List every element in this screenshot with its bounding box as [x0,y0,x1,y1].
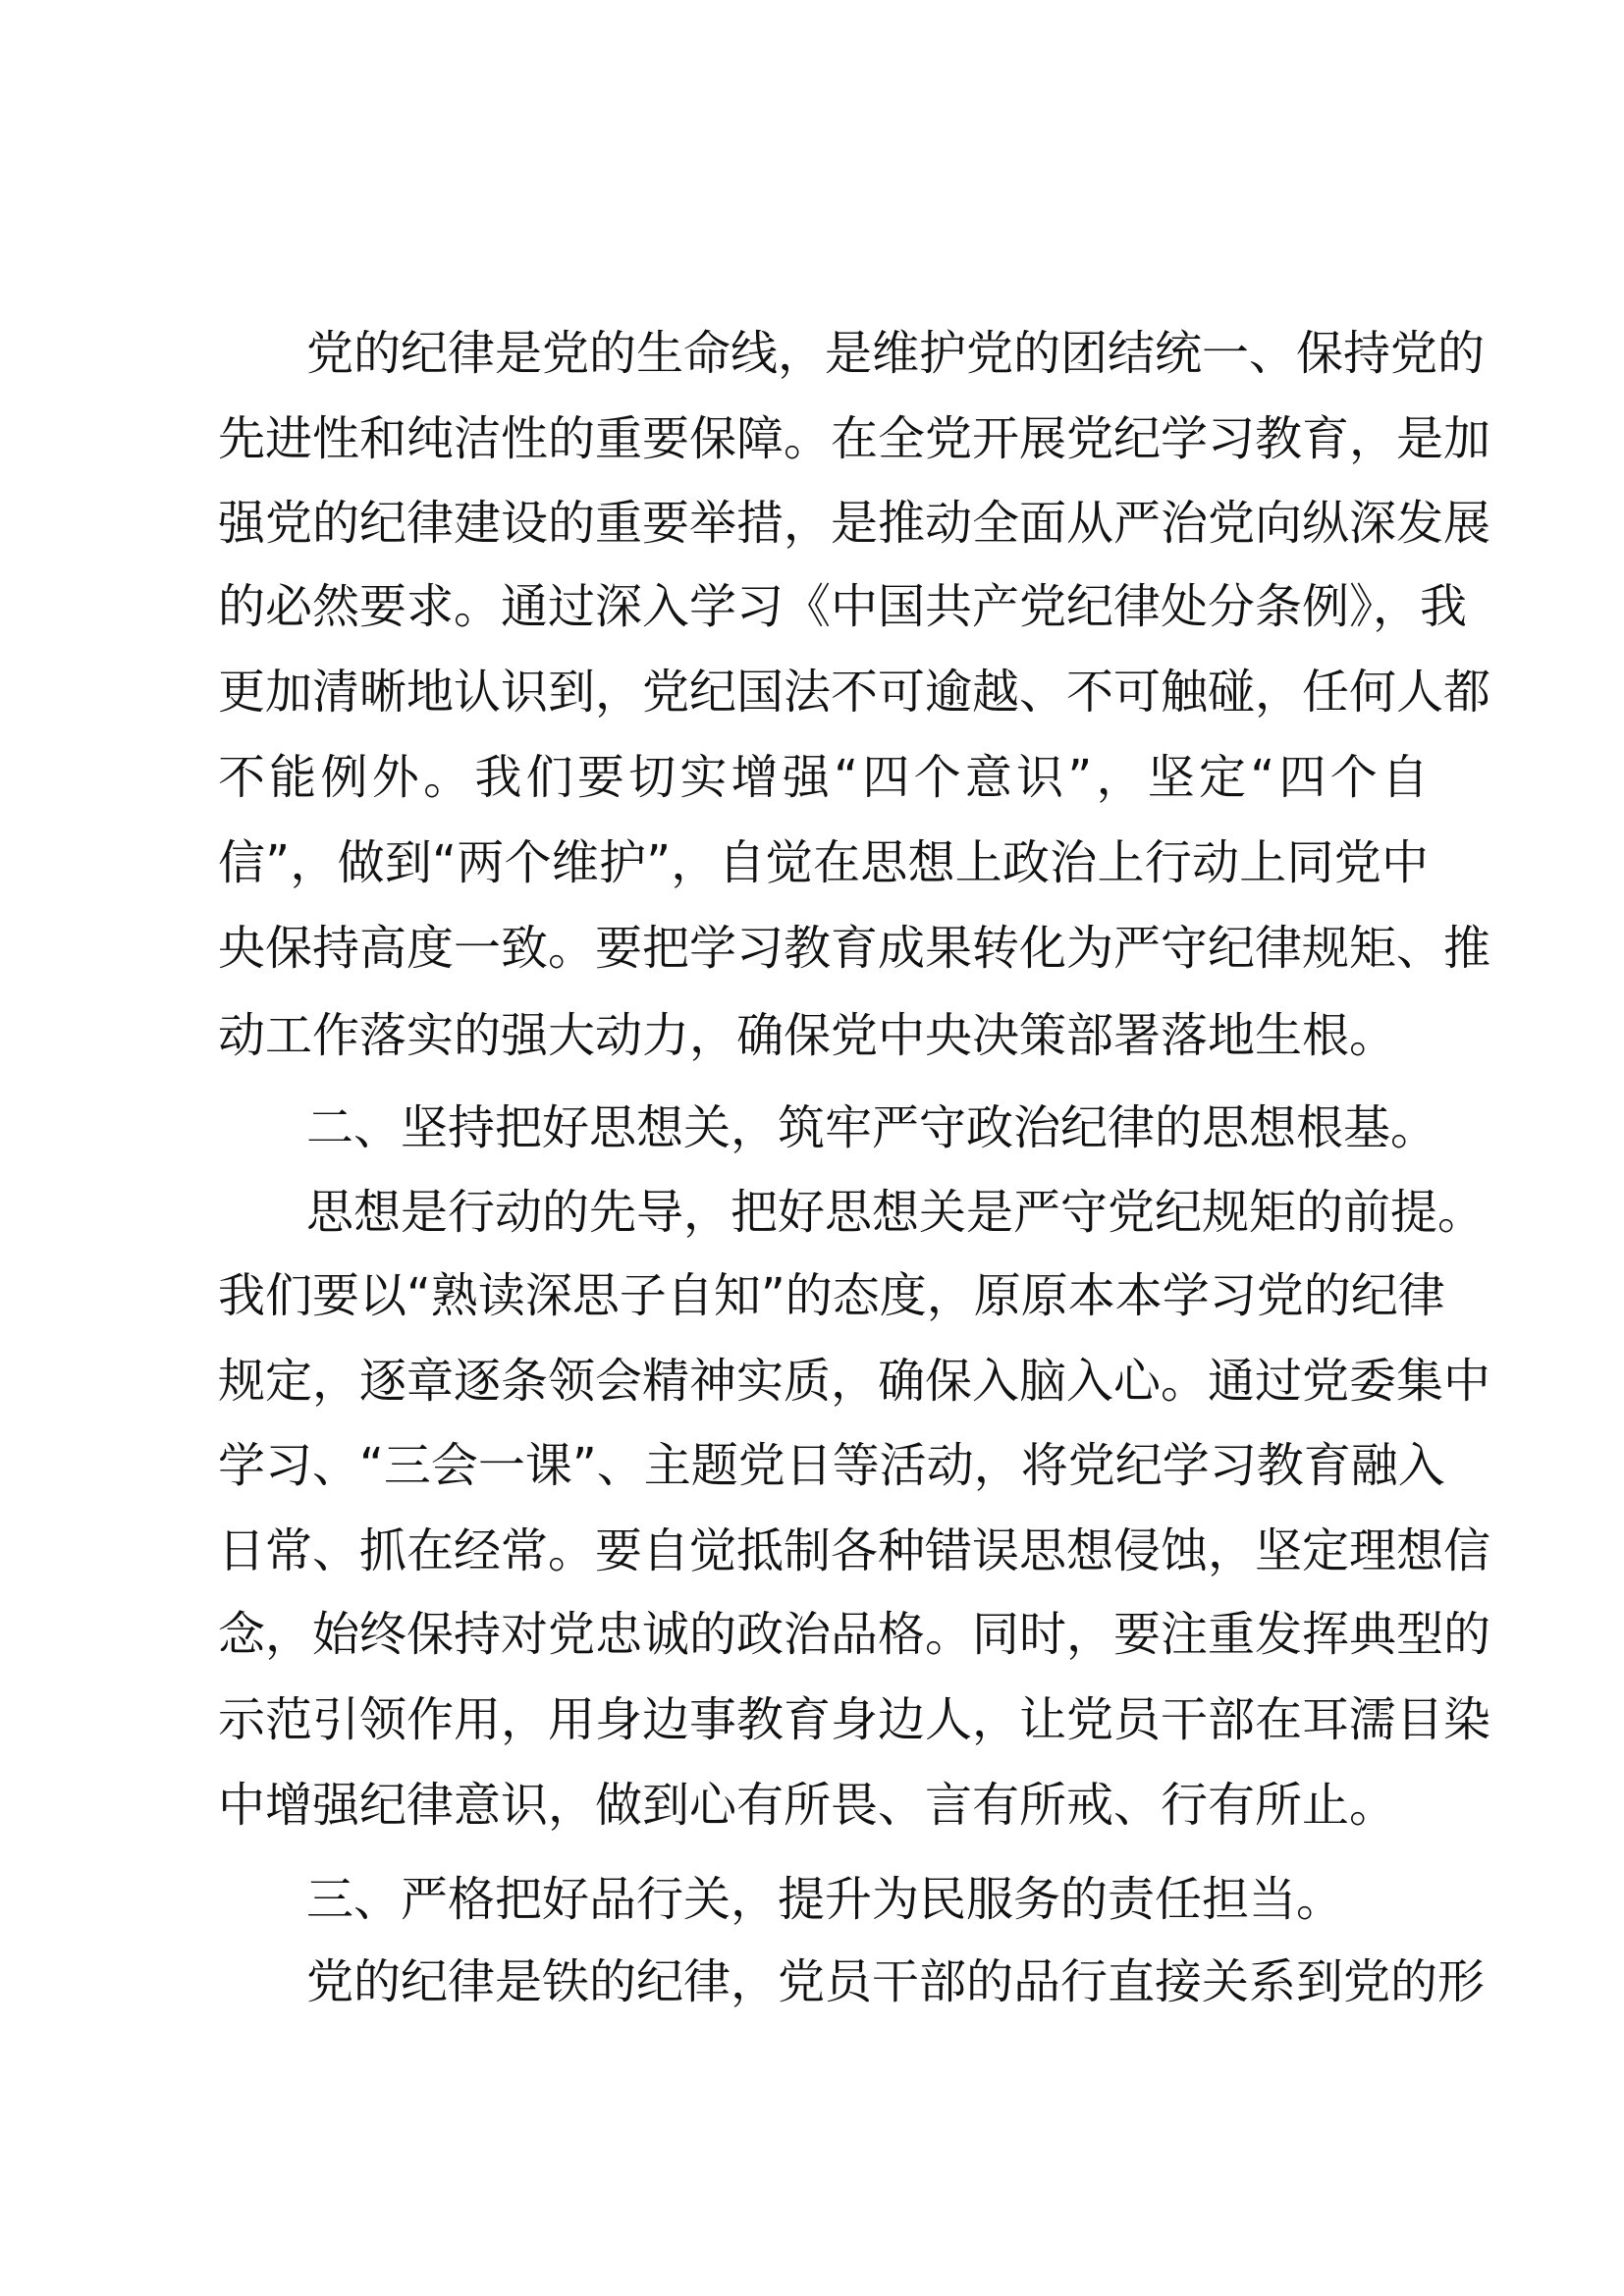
paragraph-2-line: 学习、“三会一课”、主题党日等活动，将党纪学习教育融入 [218,1438,1445,1493]
paragraph-1-line: 信”，做到“两个维护”，自觉在思想上政治上行动上同党中 [218,835,1429,890]
paragraph-2-line: 日常、抓在经常。要自觉抵制各种错误思想侵蚀，坚定理想信 [218,1523,1491,1578]
paragraph-1-line: 强党的纪律建设的重要举措，是推动全面从严治党向纵深发展 [218,496,1491,551]
paragraph-1-line: 的必然要求。通过深入学习《中国共产党纪律处分条例》，我 [218,579,1468,634]
paragraph-1-line: 先进性和纯洁性的重要保障。在全党开展党纪学习教育，是加 [218,411,1491,466]
paragraph-2-line: 我们要以“熟读深思子自知”的态度，原原本本学习党的纪律 [218,1268,1445,1323]
paragraph-2-line: 念，始终保持对党忠诚的政治品格。同时，要注重发挥典型的 [218,1607,1491,1662]
paragraph-1-line: 央保持高度一致。要把学习教育成果转化为严守纪律规矩、推 [218,921,1491,976]
paragraph-1-line: 不能例外。我们要切实增强“四个意识”，坚定“四个自 [218,750,1429,805]
paragraph-2-line: 中增强纪律意识，做到心有所畏、言有所戒、行有所止。 [218,1778,1397,1833]
paragraph-3-line: 党的纪律是铁的纪律，党员干部的品行直接关系到党的形 [306,1954,1486,2009]
paragraph-1-line: 更加清晰地认识到，党纪国法不可逾越、不可触碰，任何人都 [218,665,1491,720]
paragraph-2-line: 思想是行动的先导，把好思想关是严守党纪规矩的前提。 [306,1185,1486,1240]
paragraph-2-line: 规定，逐章逐条领会精神实质，确保入脑入心。通过党委集中 [218,1354,1491,1409]
section-heading-2: 二、坚持把好思想关，筑牢严守政治纪律的思想根基。 [306,1100,1438,1155]
section-heading-3: 三、严格把好品行关，提升为民服务的责任担当。 [306,1872,1344,1927]
paragraph-1-line: 党的纪律是党的生命线，是维护党的团结统一、保持党的 [306,326,1486,381]
paragraph-1-line: 动工作落实的强大动力，确保党中央决策部署落地生根。 [218,1008,1397,1063]
paragraph-2-line: 示范引领作用，用身边事教育身边人，让党员干部在耳濡目染 [218,1692,1491,1747]
